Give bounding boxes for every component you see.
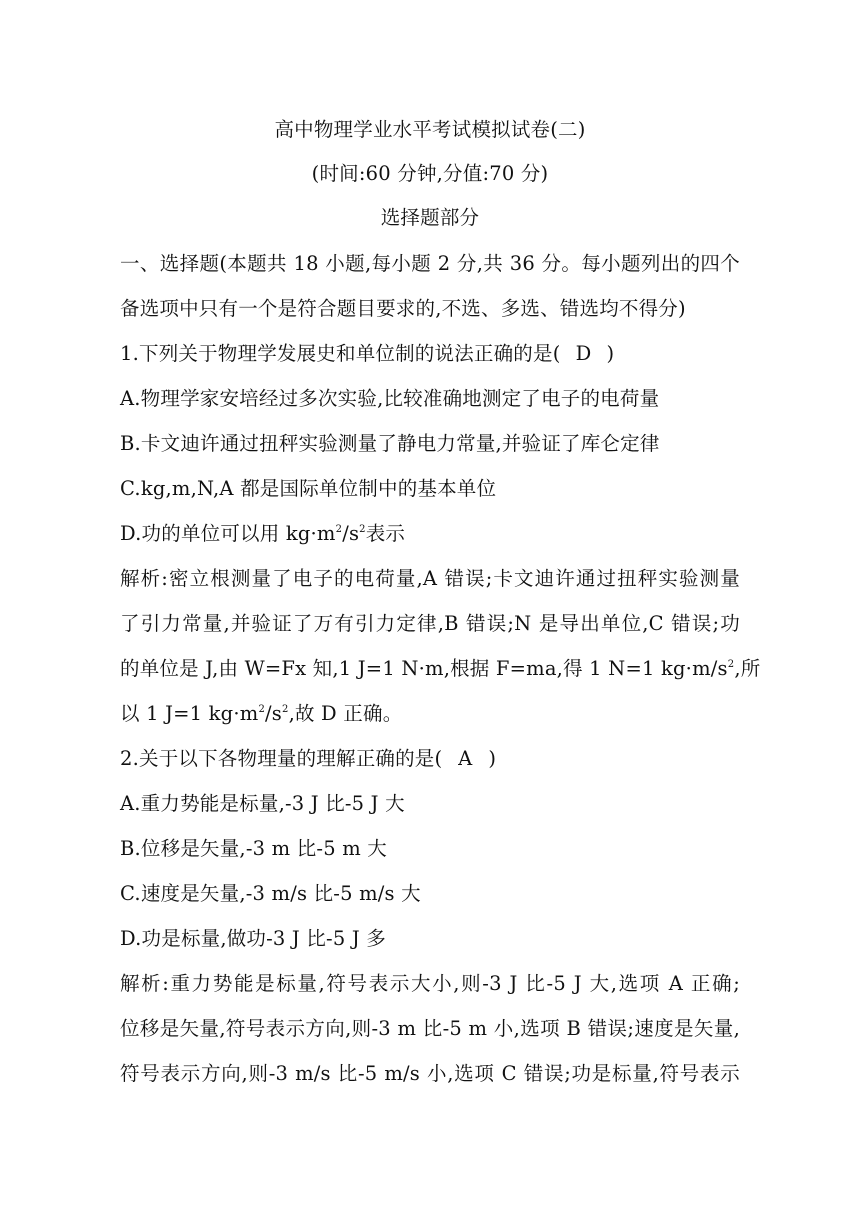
option-d-text: /s bbox=[342, 522, 360, 545]
option-d-text: 表示 bbox=[365, 522, 406, 545]
question-1-analysis-line-4 bbox=[120, 699, 740, 729]
question-1-stem bbox=[120, 339, 740, 369]
question-2-stem bbox=[120, 744, 740, 774]
exam-subtitle: (时间:60 分钟,分值:70 分) bbox=[311, 162, 549, 185]
question-1-stem-close: ) bbox=[606, 342, 615, 365]
question-1-option-c: C.kg,m,N,A 都是国际单位制中的基本单位 bbox=[120, 477, 497, 500]
instructions-line-2: 备选项中只有一个是符合题目要求的,不选、多选、错选均不得分) bbox=[120, 297, 686, 320]
question-2-analysis-line-2: 位移是矢量,符号表示方向,则-3 m 比-5 m 小,选项 B 错误;速度是矢量, bbox=[120, 1017, 740, 1040]
superscript: 2 bbox=[727, 659, 735, 670]
question-1-option-d bbox=[120, 519, 740, 549]
analysis-text: ,故 D 正确。 bbox=[288, 702, 403, 725]
superscript: 2 bbox=[258, 704, 266, 715]
question-2-option-a: A.重力势能是标量,-3 J 比-5 J 大 bbox=[120, 792, 405, 815]
question-2-option-b: B.位移是矢量,-3 m 比-5 m 大 bbox=[120, 837, 387, 860]
question-1-answer: D bbox=[575, 342, 592, 365]
analysis-text: ,所 bbox=[734, 657, 761, 680]
question-2-stem-text: 2.关于以下各物理量的理解正确的是( bbox=[120, 747, 443, 770]
question-1-analysis-line-1: 解析:密立根测量了电子的电荷量,A 错误;卡文迪许通过扭秤实验测量 bbox=[120, 567, 740, 590]
superscript: 2 bbox=[282, 704, 289, 715]
option-d-text: D.功的单位可以用 kg·m bbox=[120, 522, 336, 545]
question-2-analysis-line-3: 符号表示方向,则-3 m/s 比-5 m/s 小,选项 C 错误;功是标量,符号表示 bbox=[120, 1062, 740, 1085]
question-2-answer: A bbox=[458, 747, 473, 770]
question-2-analysis-line-1: 解析:重力势能是标量,符号表示大小,则-3 J 比-5 J 大,选项 A 正确; bbox=[120, 972, 740, 995]
question-1-analysis-line-2: 了引力常量,并验证了万有引力定律,B 错误;N 是导出单位,C 错误;功 bbox=[120, 612, 740, 635]
question-1-stem-text: 1.下列关于物理学发展史和单位制的说法正确的是( bbox=[120, 342, 561, 365]
analysis-text: /s bbox=[265, 702, 282, 725]
question-1-analysis-line-3 bbox=[120, 654, 761, 684]
analysis-text: 的单位是 J,由 W=Fx 知,1 J=1 N·m,根据 F=ma,得 1 N=1 kg·m/s bbox=[120, 657, 728, 680]
question-2-option-d: D.功是标量,做功-3 J 比-5 J 多 bbox=[120, 927, 386, 950]
superscript: 2 bbox=[359, 524, 366, 535]
question-1-option-a: A.物理学家安培经过多次实验,比较准确地测定了电子的电荷量 bbox=[120, 387, 660, 410]
section-heading: 选择题部分 bbox=[380, 206, 480, 229]
question-1-option-b: B.卡文迪许通过扭秤实验测量了静电力常量,并验证了库仑定律 bbox=[120, 432, 660, 455]
question-2-option-c: C.速度是矢量,-3 m/s 比-5 m/s 大 bbox=[120, 882, 421, 905]
instructions-line-1: 一、选择题(本题共 18 小题,每小题 2 分,共 36 分。每小题列出的四个 bbox=[120, 252, 740, 275]
exam-title: 高中物理学业水平考试模拟试卷(二) bbox=[274, 118, 586, 141]
analysis-text: 以 1 J=1 kg·m bbox=[120, 702, 259, 725]
question-2-stem-close: ) bbox=[488, 747, 497, 770]
superscript: 2 bbox=[335, 524, 343, 535]
